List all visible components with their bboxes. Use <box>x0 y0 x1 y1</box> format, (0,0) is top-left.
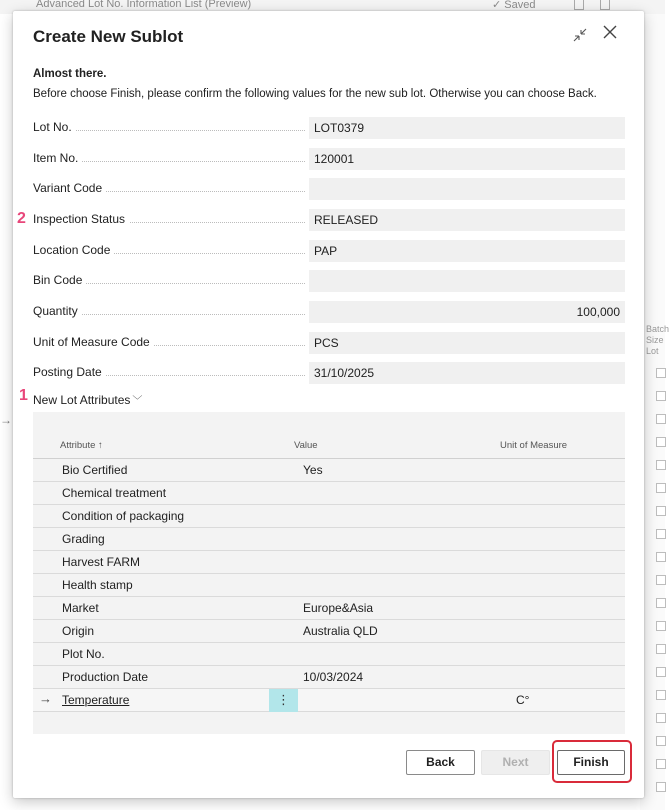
field-label: Unit of Measure Code <box>33 335 154 349</box>
item-no-value[interactable]: 120001 <box>309 148 625 170</box>
new-lot-attributes-toggle[interactable] <box>33 392 142 407</box>
table-row[interactable] <box>33 551 625 574</box>
background-checkbox <box>656 414 666 424</box>
column-header-attribute[interactable]: Attribute ↑ <box>60 440 103 451</box>
create-sublot-dialog <box>13 11 644 798</box>
field-posting-date <box>33 362 625 384</box>
bookmark-icon[interactable] <box>574 0 584 10</box>
background-checkbox <box>656 552 666 562</box>
background-checkbox <box>656 575 666 585</box>
inspection-status-value[interactable]: RELEASED <box>309 209 625 231</box>
attribute-cell: Bio Certified <box>62 463 128 477</box>
background-checkbox <box>656 506 666 516</box>
column-header-value[interactable]: Value <box>294 440 318 451</box>
attribute-cell: Production Date <box>62 670 149 684</box>
background-checkbox <box>656 644 666 654</box>
table-row[interactable] <box>33 597 625 620</box>
attributes-grid <box>33 412 625 734</box>
attribute-cell: Health stamp <box>62 578 133 592</box>
field-variant-code <box>33 178 625 200</box>
field-unit-of-measure-code <box>33 332 625 354</box>
background-column-header <box>646 324 669 357</box>
field-quantity <box>33 301 625 323</box>
table-row[interactable] <box>33 528 625 551</box>
table-row[interactable] <box>33 574 625 597</box>
field-label: Variant Code <box>33 181 106 195</box>
finish-button[interactable]: Finish <box>557 750 625 775</box>
field-item-no <box>33 148 625 170</box>
column-header-uom[interactable]: Unit of Measure <box>500 440 568 451</box>
row-actions-icon[interactable]: ⋮ <box>269 689 298 712</box>
attribute-cell[interactable]: Temperature <box>62 693 130 707</box>
value-cell[interactable]: 10/03/2024 <box>303 670 364 684</box>
row-arrow-icon: → <box>39 691 52 706</box>
table-row[interactable] <box>33 505 625 528</box>
uom-cell: C° <box>516 693 530 707</box>
table-row[interactable] <box>33 620 625 643</box>
background-checkbox <box>656 690 666 700</box>
table-row-selected[interactable] <box>33 689 625 712</box>
field-label: Inspection Status <box>33 212 129 226</box>
intro-text: Before choose Finish, please confirm the following values for the new sub lot. Otherwise you can choose Back. <box>33 88 597 100</box>
quantity-value[interactable]: 100,000 <box>309 301 625 323</box>
location-code-value[interactable]: PAP <box>309 240 625 262</box>
background-checkbox <box>656 368 666 378</box>
attribute-cell: Grading <box>62 532 105 546</box>
background-checkbox <box>656 460 666 470</box>
chevron-down-icon: ﹀ <box>132 396 143 407</box>
background-checkbox <box>656 759 666 769</box>
field-label: Lot No. <box>33 120 76 134</box>
annotation-badge: 2 <box>17 210 26 227</box>
attribute-cell: Market <box>62 601 99 615</box>
annotation-badge: 1 <box>19 387 28 404</box>
table-row[interactable] <box>33 643 625 666</box>
column-header-line: Lot <box>646 346 659 356</box>
variant-code-value[interactable] <box>309 178 625 200</box>
field-label: Item No. <box>33 151 82 165</box>
background-checkbox <box>656 391 666 401</box>
background-checkbox <box>656 667 666 677</box>
field-inspection-status <box>33 209 625 231</box>
background-checkbox <box>656 598 666 608</box>
collapse-icon[interactable] <box>573 28 587 42</box>
table-row[interactable] <box>33 482 625 505</box>
open-new-window-icon[interactable] <box>600 0 610 10</box>
table-row[interactable] <box>33 459 625 482</box>
background-checkbox <box>656 437 666 447</box>
background-checkbox <box>656 621 666 631</box>
background-checkbox <box>656 713 666 723</box>
value-cell[interactable]: Australia QLD <box>303 624 378 638</box>
next-button[interactable]: Next <box>481 750 550 775</box>
back-button[interactable]: Back <box>406 750 475 775</box>
value-cell[interactable]: Europe&Asia <box>303 601 374 615</box>
background-checkbox <box>656 782 666 792</box>
column-header-line: Size <box>646 335 664 345</box>
background-row-arrow-icon: → <box>0 413 12 427</box>
dialog-title: Create New Sublot <box>33 27 184 46</box>
saved-status: ✓ Saved <box>492 0 536 11</box>
intro-title: Almost there. <box>33 68 107 80</box>
attribute-cell: Harvest FARM <box>62 555 141 569</box>
background-page-title: Advanced Lot No. Information List (Preview) <box>36 0 252 10</box>
table-row[interactable] <box>33 666 625 689</box>
field-location-code <box>33 240 625 262</box>
background-checkbox <box>656 529 666 539</box>
field-lot-no <box>33 117 625 139</box>
attribute-cell: Plot No. <box>62 647 105 661</box>
attribute-cell: Condition of packaging <box>62 509 185 523</box>
unit-of-measure-code-value[interactable]: PCS <box>309 332 625 354</box>
field-label: Quantity <box>33 304 82 318</box>
close-icon[interactable] <box>600 24 620 44</box>
value-cell[interactable]: Yes <box>303 463 323 477</box>
bin-code-value[interactable] <box>309 270 625 292</box>
field-label: Location Code <box>33 243 114 257</box>
section-title: New Lot Attributes <box>33 393 131 407</box>
grid-header <box>33 437 625 459</box>
lot-no-value[interactable]: LOT0379 <box>309 117 625 139</box>
field-label: Posting Date <box>33 365 106 379</box>
column-header-line: Batch <box>646 324 669 334</box>
attribute-cell: Chemical treatment <box>62 486 167 500</box>
background-checkbox <box>656 736 666 746</box>
background-checkbox <box>656 483 666 493</box>
field-label: Bin Code <box>33 273 86 287</box>
posting-date-value[interactable]: 31/10/2025 <box>309 362 625 384</box>
field-bin-code <box>33 270 625 292</box>
attribute-cell: Origin <box>62 624 95 638</box>
